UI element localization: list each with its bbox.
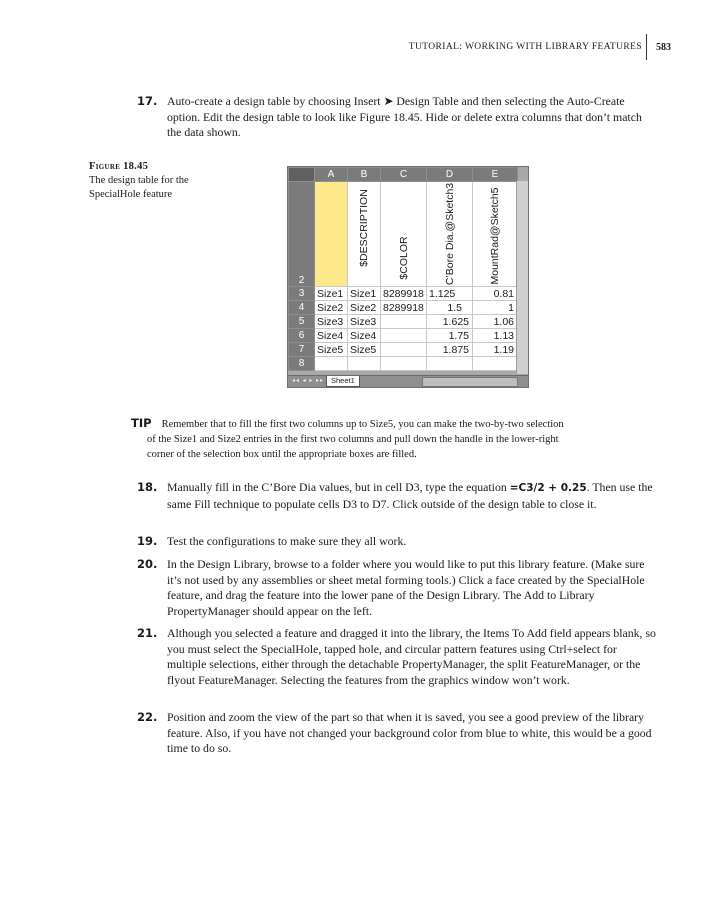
column-header-e[interactable]: E (473, 168, 518, 182)
horizontal-scrollbar[interactable] (422, 377, 518, 387)
table-row (289, 357, 518, 371)
row-header-6[interactable]: 6 (289, 329, 315, 343)
cell-a7[interactable]: Size5 (315, 343, 348, 357)
tip-line-3: corner of the selection box until the appropriate boxes are filled. (147, 449, 417, 460)
step-text-after: . Then use the same Fill technique to populate cells D3 to D7. Click outside of the design table to close it. (167, 480, 653, 511)
cell-b3[interactable]: Size1 (348, 287, 381, 301)
step-number: 21. (137, 626, 158, 640)
cell-b8[interactable] (348, 357, 381, 371)
cell-d3[interactable]: 1.125 (427, 287, 473, 301)
step-text: In the Design Library, browse to a folder where you would like to put this library feature. (Make sure it’s not used by any assemblies or sheet metal forming tools.) Click a face created by the SpecialHole feature, and drag the feature into the lower pane of the Design Library. The Add to Library PropertyManager should appear on the left. (167, 557, 645, 618)
row-2-headers (289, 182, 518, 287)
cell-a2[interactable] (315, 182, 348, 287)
cell-c5[interactable] (381, 315, 427, 329)
sheet-nav-arrows-icon[interactable]: ◂◂ ◂ ▸ ▸▸ (292, 378, 325, 384)
cell-e4[interactable]: 1 (473, 301, 518, 315)
step-text: Position and zoom the view of the part so that when it is saved, you see a good preview of the library feature. Also, if you have not changed your background color from blue to white, this would be a good time to do so. (167, 710, 652, 756)
table-row (289, 343, 518, 357)
step-number: 18. (137, 480, 158, 494)
step-18 (137, 480, 657, 512)
step-text: Auto-create a design table by choosing Insert ➤ Design Table and then selecting the Auto-Create option. Edit the design table to look like Figure 18.45. Hide or delete extra columns that don’t match the data shown. (167, 94, 642, 140)
row-header-2[interactable]: 2 (289, 182, 315, 287)
cell-c3[interactable]: 8289918 (381, 287, 427, 301)
cell-e8[interactable] (473, 357, 518, 371)
step-text: Test the configurations to make sure they all work. (167, 534, 407, 548)
cell-c2[interactable] (381, 182, 427, 287)
column-header-row (289, 168, 518, 182)
step-number: 22. (137, 710, 158, 724)
cell-a3[interactable]: Size1 (315, 287, 348, 301)
cell-d4[interactable]: 1.5 (427, 301, 473, 315)
cell-c4[interactable]: 8289918 (381, 301, 427, 315)
tip-label: TIP (131, 416, 152, 430)
sheet-tab[interactable]: Sheet1 (326, 376, 360, 387)
cell-e5[interactable]: 1.06 (473, 315, 518, 329)
table-row (289, 329, 518, 343)
step-number: 19. (137, 534, 158, 548)
tip-line-2: of the Size1 and Size2 entries in the first two columns and pull down the handle in the lower-right (147, 434, 559, 445)
cell-b2[interactable] (348, 182, 381, 287)
figure-label: Figure 18.45 (89, 161, 149, 172)
cell-a5[interactable]: Size3 (315, 315, 348, 329)
running-title: TUTORIAL: WORKING WITH LIBRARY FEATURES (408, 42, 642, 52)
vertical-scrollbar[interactable] (516, 181, 528, 374)
cell-a8[interactable] (315, 357, 348, 371)
row-header-7[interactable]: 7 (289, 343, 315, 357)
step-text-before: Manually fill in the C’Bore Dia values, but in cell D3, type the equation (167, 480, 510, 494)
cell-c7[interactable] (381, 343, 427, 357)
step-text: Although you selected a feature and dragged it into the library, the Items To Add field appears blank, so you must select the SpecialHole, tapped hole, and circular pattern features using Ctrl+select for multiple selections, either through the detachable PropertyManager, the split FeatureManager, or the flyout FeatureManager. Selecting the features from the graphics window won’t work. (167, 626, 656, 687)
cell-d6[interactable]: 1.75 (427, 329, 473, 343)
figure-caption (89, 160, 229, 202)
spreadsheet-grid (288, 167, 518, 371)
row-header-8[interactable]: 8 (289, 357, 315, 371)
step-22 (137, 710, 657, 757)
header-color: $COLOR (397, 236, 410, 280)
cell-a4[interactable]: Size2 (315, 301, 348, 315)
cell-e6[interactable]: 1.13 (473, 329, 518, 343)
table-row (289, 301, 518, 315)
cell-d2[interactable] (427, 182, 473, 287)
cell-c8[interactable] (381, 357, 427, 371)
row-header-3[interactable]: 3 (289, 287, 315, 301)
figure-caption-text: The design table for the SpecialHole feature (89, 175, 189, 200)
step-19 (137, 534, 657, 550)
table-row (289, 287, 518, 301)
tip-line-1: Remember that to fill the first two columns up to Size5, you can make the two-by-two selection (161, 419, 564, 430)
cell-d7[interactable]: 1.875 (427, 343, 473, 357)
select-all-corner[interactable] (289, 168, 315, 182)
cell-b7[interactable]: Size5 (348, 343, 381, 357)
equation: =C3/2 + 0.25 (509, 482, 587, 494)
cell-b4[interactable]: Size2 (348, 301, 381, 315)
column-header-a[interactable]: A (315, 168, 348, 182)
cell-e3[interactable]: 0.81 (473, 287, 518, 301)
step-17 (137, 94, 657, 141)
cell-d5[interactable]: 1.625 (427, 315, 473, 329)
cell-e7[interactable]: 1.19 (473, 343, 518, 357)
row-header-5[interactable]: 5 (289, 315, 315, 329)
step-21 (137, 626, 657, 688)
cell-e2[interactable] (473, 182, 518, 287)
row-header-4[interactable]: 4 (289, 301, 315, 315)
header-cbore-dia: C’Bore Dia.@Sketch3 (443, 182, 456, 286)
step-text (167, 480, 657, 512)
header-divider (646, 34, 647, 60)
cell-a6[interactable]: Size4 (315, 329, 348, 343)
cell-b5[interactable]: Size3 (348, 315, 381, 329)
cell-b6[interactable]: Size4 (348, 329, 381, 343)
step-number: 20. (137, 557, 158, 571)
column-header-c[interactable]: C (381, 168, 427, 182)
tip-box (131, 416, 651, 462)
page-number: 583 (656, 42, 671, 53)
cell-d8[interactable] (427, 357, 473, 371)
running-header (0, 40, 717, 62)
header-mountrad: MountRad@Sketch5 (489, 187, 501, 285)
column-header-d[interactable]: D (427, 168, 473, 182)
step-number: 17. (137, 94, 158, 108)
cell-c6[interactable] (381, 329, 427, 343)
header-description: $DESCRIPTION (358, 189, 370, 267)
table-row (289, 315, 518, 329)
column-header-b[interactable]: B (348, 168, 381, 182)
design-table-spreadsheet (287, 166, 529, 388)
sheet-tab-bar (288, 375, 528, 387)
step-20 (137, 557, 657, 619)
